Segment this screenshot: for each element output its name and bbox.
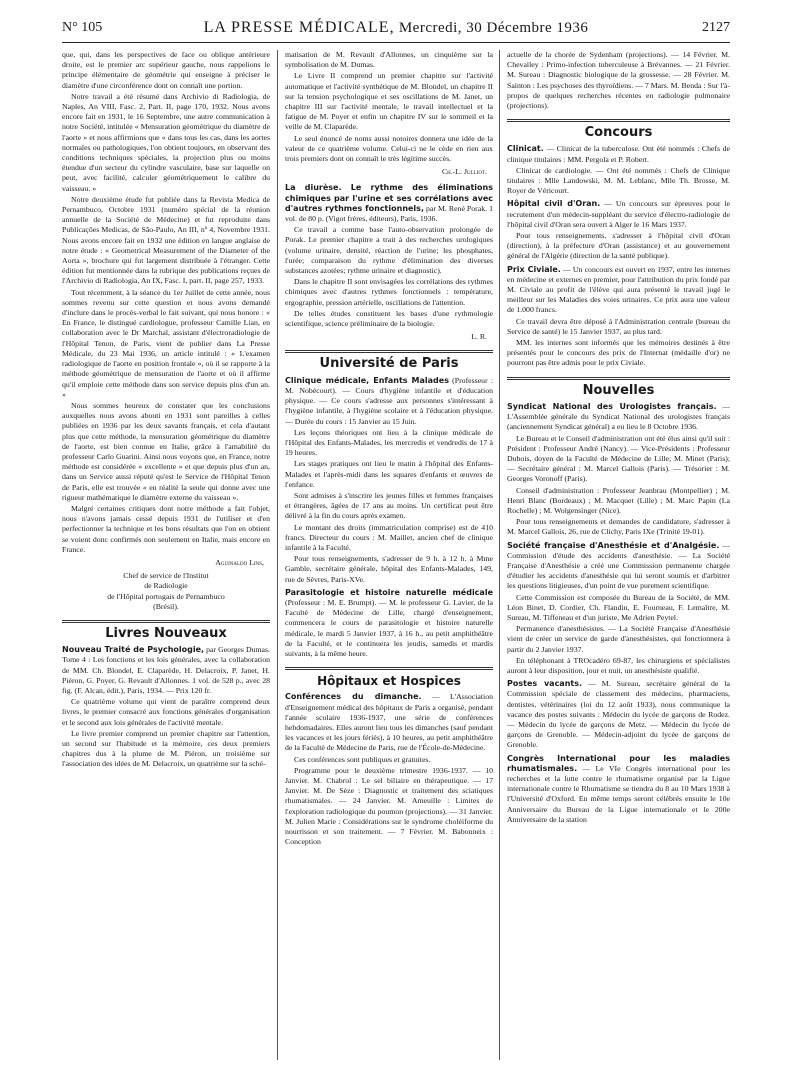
notice-heading: Congrès International pour les maladies rhumatismales. <box>507 753 730 773</box>
notice-heading: Clinique médicale, Enfants Malades <box>285 375 449 385</box>
notice-heading: Clinicat. <box>507 144 544 154</box>
section-title-hopitaux: Hôpitaux et Hospices <box>285 667 493 686</box>
paragraph: Programme pour le deuxième trimestre 1936-1937. — 10 Janvier. M. Chabrol : Le sel biliaire en thérapeutique. — 17 Janvier. M. De Sèze : Diagnostic et traitement des sciatiques rhumatismales. — 24 Janvier. M. Ameuille : Limites de l'exploration radiologique du poumon (projections). — 31 Janvier. M. Julien Marie : Considérations sur le syndrome choléiforme du nourrisson et son traitement. — 7 Février. M. Babonneix : Conception <box>285 765 493 847</box>
notice-heading: Parasitologie et histoire naturelle médicale <box>285 587 493 597</box>
paragraph: Sont admises à s'inscrire les jeunes filles et femmes françaises et étrangères, âgées de 17 ans au moins. Un certificat peut être délivré à la fin du cours après examen. <box>285 490 493 521</box>
paragraph: Le Bureau et le Conseil d'administration ont été élus ainsi qu'il suit : Président : Professeur André (Nancy). — Vice-Présidents : Professeur Dubois, doyen de la Faculté de Médecine de Lille; M. Minet (Paris); — Secrétaire général : M. Marcel Gallois (Paris). — Trésorier : M. Georges Voronoff (Paris). <box>507 433 730 484</box>
notice-text: — L'Association d'Enseignement médical des hôpitaux de Paris a organisé, pendant l'année scolaire 1936-1937, une série de conférences hebdomadaires. Elles auront lieu tous les dimanches (sauf pendant les vacances et les jours fériés), à 10 heures, au petit amphithéâtre de la Faculté de Médecine de Paris, rue de l'École-de-Médecine. <box>285 692 493 753</box>
section-title-livres: Livres Nouveaux <box>62 620 270 639</box>
notice <box>507 679 730 750</box>
author-affiliation: de l'Hôpital portugais de Pernambuco <box>107 591 225 601</box>
author-affiliation: de Radiologie <box>144 581 188 591</box>
notice-heading: Postes vacants. <box>507 679 583 689</box>
paragraph: Les stages pratiques ont lieu le matin à l'hôpital des Enfants-Malades et l'après-midi dans les squares d'enfants et œuvres de l'enfance. <box>285 459 493 489</box>
notice <box>285 588 493 659</box>
paragraph: Notre travail a été résumé dans Archivio di Radiologia, de Naples, An VIII, Fasc. 2, Part. II, page 170, 1932. Nous avons encore fait en 1931, le 16 Septembre, une autre communication à notre Société, intitulée « Mensuration géométrique du diamètre de l'aorte » et nous affirmions que « dans tous les cas, dans les aortes normales ou pathologiques, l'on obtient toujours, en observant des conditions techniques spéciales, la projection plus ou moins étendue d'un secteur du cylindre vasculaire, base sur laquelle on peut, avec facilité, calculer géométriquement le calibre du vaisseau. » <box>62 91 270 193</box>
section-title-concours: Concours <box>507 119 730 138</box>
paragraph: Le livre premier comprend un premier chapitre sur l'attention, un second sur l'habitude et la mémoire, ces deux premiers chapitres dus à la plume de M. Piéron, un troisième sur l'association des idées de M. Delacroix, un quatrième sur la sché- <box>62 728 270 769</box>
notice-heading: Syndicat National des Urologistes français. <box>507 401 717 411</box>
book-entry <box>285 183 493 224</box>
column-3 <box>507 50 730 1070</box>
notice-text: — Commission d'étude des accidents d'anesthésie. — La Société Française d'Anesthésie a créé une Commission permanente chargée d'étudier les accidents d'anesthésie qui lui seront soumis et d'arbitrer les questions litigieuses, d'un point de vue purement scientifique. <box>507 540 730 591</box>
notice-text: — Clinicat de la tuberculose. Ont été nommés : Chefs de clinique titulaires : MM. Pergola et P. Robert. <box>507 144 730 164</box>
issue-date: Mercredi, 30 Décembre 1936 <box>398 20 589 36</box>
paragraph: Les leçons théoriques ont lieu à la clinique médicale de l'Hôpital des Enfants-Malades, les mercredis et vendredis de 17 à 19 heures. <box>285 427 493 458</box>
paragraph: Permanence d'anesthésistes. — La Société Française d'Anesthésie vient de créer un service de garde d'anesthésistes, qui fonctionnera à partir du 2 Janvier 1937. <box>507 624 730 654</box>
paragraph: actuelle de la chorée de Sydenham (projections). — 14 Février. M. Chevalley : Primo-infection tuberculeuse à Brévannes. — 21 Février. M. Sureau : Diagnostic biologique de la grossesse. — 28 Février. M. Sainton : Les psychoses des thyroïdiens. — 7 Mars. M. Benda : Sur l'à-propos de quelques recherches récentes en radiologie pulmonaire (projections). <box>507 50 730 111</box>
paragraph: De telles études constituent les bases d'une rythmologie scientifique, science préliminaire de la biologie. <box>285 308 493 329</box>
notice <box>285 376 493 427</box>
column-1 <box>62 50 270 1070</box>
paragraph: Tout récemment, à la séance du 1er Juillet de cette année, nous sommes revenu sur cette question et nous avons demandé d'inclure dans le procès-verbal le fait suivant, qui nous honore : « En France, le distingué cardiologue, professeur Camille Lian, en collaboration avec le Dr Marchal, assistant d'électroradiologie de l'Hôpital Tenon, de Paris, vient de publier dans La Presse Médicale, du 23 Mai 1936, un article intitulé : « L'examen radiologique de l'aorte en position frontale », où il se rapporte à la méthode géométrique de mensuration de l'aorte et où il affirme qu'il emploie cette méthode dans son service depuis plus d'un an. » <box>62 287 270 399</box>
notice-text: — L'Assemblée générale du Syndicat National des urologistes français (anciennement Syndicat général) a eu lieu le 8 Octobre 1936. <box>507 401 730 432</box>
book-entry <box>62 645 270 696</box>
paragraph: Pour tous renseignements, s'adresser de 9 h. à 12 h. à Mme Gamble, secrétaire générale, hôpital des Enfants-Malades, 149, rue de Sèvres, Paris-XVe. <box>285 554 493 584</box>
notice-text: — Le VIe Congrès international pour les recherches et la lutte contre le rhumatisme organisé par la Ligue internationale contre le Rhumatisme se tiendra du 8 au 10 Mars 1938 à l'Université d'Oxford. En même temps seront célébrés ensuite le 10e Anniversaire du Bureau de la Ligue internationale et le 200e Anniversaire de la station <box>507 763 730 824</box>
notice-heading: Prix Civiale. <box>507 264 561 274</box>
column-divider <box>277 50 278 1060</box>
notice-heading: Société française d'Anesthésie et d'Analgésie. <box>507 540 720 550</box>
book-title: Nouveau Traité de Psychologie, <box>62 645 205 655</box>
column-divider <box>499 50 500 1060</box>
section-title-universite: Université de Paris <box>285 350 493 369</box>
book-reference: par M. René Porak. 1 vol. de 80 p. (Vigot frères, éditeurs), Paris, 1936. <box>285 203 493 224</box>
paragraph: Le Livre II comprend un premier chapitre sur l'activité automatique et l'activité synthétique de M. Blondel, un chapitre II sur la tension psychologique et ses oscillations de M. Janet, un chapitre III sur l'activité mentale, le travail intellectuel et la fatigue de M. Poyer et enfin un chapitre IV sur le sommeil et la veille de M. Claparède. <box>285 71 493 132</box>
notice-heading: Hôpital civil d'Oran. <box>507 199 601 209</box>
notice <box>507 541 730 592</box>
journal-name: LA PRESSE MÉDICALE, <box>203 19 395 36</box>
paragraph: Ce travail a comme base l'auto-observation prolongée de Porak. Le premier chapitre a trait à des recherches urologiques (volume urinaire, densité, réaction de l'urine; les phosphates, l'urée; comparaison du rythme d'élimination des diverses substances azotées; rythme urinaire et diagnostic). <box>285 225 493 276</box>
notice <box>507 754 730 825</box>
notice-text: (Professeur : M. Nobécourt). — Cours d'hygiène infantile et d'éducation physique. — Ce cours s'adresse aux personnes s'intéressant à l'hygiène infantile, à l'hygiène scolaire et à l'éducation physique. — Durée du cours : 15 Janvier au 15 Juin. <box>285 375 493 426</box>
issue-number: N° 105 <box>62 20 103 35</box>
paragraph: Ce travail devra être déposé à l'Administration centrale (bureau du Service de santé) le 15 Janvier 1937, au plus tard. <box>507 316 730 336</box>
paragraph: matisation de M. Revault d'Allonnes, un cinquième sur la symbolisation de M. Dumas. <box>285 50 493 70</box>
paragraph: Malgré certaines critiques dont notre méthode a fait l'objet, nous n'avons jamais cessé depuis 1931 de l'utiliser et d'en perfectionner la technique et les bons résultats que l'on en obtient se voient donc confirmés non seulement en Italie, mais encore en France. <box>62 503 270 554</box>
running-header <box>62 18 730 40</box>
notice-text: — Un concours est ouvert en 1937, entre les internes en médecine et externes en premier, pour l'attribution du prix fondé par M. Civiale au profit de l'élève qui aura présenté le travail jugé le meilleur sur les Maladies des voies urinaires. Ce prix aura une valeur de 1.000 francs. <box>507 264 730 315</box>
page-number: 2127 <box>702 20 730 35</box>
paragraph: Le montant des droits (immatriculation comprise) est de 410 francs. Directeur du cours : M. Maillet, ancien chef de clinique infantile à la Faculté. <box>285 522 493 552</box>
paragraph: Cette Commission est composée du Bureau de la Société, de MM. Léon Binet, D. Cordier, Ch. Flandin, E. Fourneau, F. Lemaître, M. Sureau, M. Tiffeneau et d'un juriste, Me Adrien Peytel. <box>507 592 730 622</box>
notice <box>507 144 730 164</box>
paragraph: Pour tous renseignements, s'adresser à l'hôpital civil d'Oran (direction), à la préfecture d'Oran (assistance) et au gouvernement général de l'Algérie (direction de la santé publique). <box>507 231 730 261</box>
paragraph: Le seul énoncé de noms aussi notoires donnera une idée de la valeur de ce quatrième volume. Celui-ci ne le cède en rien aux trois premiers dont on connaît le très légitime succès. <box>285 133 493 164</box>
section-title-nouvelles: Nouvelles <box>507 377 730 396</box>
column-2 <box>285 50 493 1070</box>
book-reference: par Georges Dumas. Tome 4 : Les fonctions et les lois générales, avec la collaboration de MM. Ch. Blondel, E. Claparède, H. Delacroix, P. Janet, H. Piéron, G. Poyer, G. Revault d'Allonnes. 1 vol. de 528 p., avec 28 fig. (F. Alcan, édit.), Paris, 1934. — Prix 120 fr. <box>62 645 270 695</box>
notice-text: (Professeur : M. E. Brumpt). — M. le professeur G. Lavier, de la Faculté de Médecine de Lille, chargé d'enseignement, commencera le cours de parasitologie et histoire naturelle médicale, le mardi 5 Janvier 1937, à 16 h., au petit amphithéâtre de la Faculté, et le continuera les jeudis, samedis et mardis suivants, à la même heure. <box>285 597 493 658</box>
paragraph: Notre deuxième étude fut publiée dans la Revista Medica de Pernambuco, Octobre 1931 (numéro spécial de la réunion annuelle de la Société de Médecine) et fut reproduite dans Publicações Medicas, de São-Paulo, An III, nº 4, Novembre 1931. Nous avons encore fait en 1932 une édition en langue anglaise de notre étude : « Geometrical Measurement of the Diameter of the Aorta », brochure qui fut largement distribuée à l'étranger. Cette édition fut mentionnée dans la rubrique des publications reçues de l'Archivio di Radiologia, An IX, Fasc. I, part. II, page 257, 1933. <box>62 194 270 286</box>
notice-text: — M. Sureau, secrétaire général de la Commission spéciale de classement des médecins, pharmaciens, dentistes, vétérinaires (loi du 12 août 1933), nous communique la vacance des postes suivants : Médecin du lycée de garçons de Rodez. — Médecin du lycée de garçons de Metz. — Médecin du lycée de garçons de Grenoble. — Médecin-adjoint du lycée de garçons de Grenoble. <box>507 679 730 750</box>
author-affiliation: Chef de service de l'Institut <box>123 571 209 581</box>
journal-masthead <box>62 19 730 37</box>
header-rule <box>62 42 730 43</box>
paragraph: Clinicat de cardiologie. — Ont été nommés : Chefs de Clinique titulaires : Mlle Landowski, M. M. Leblanc, Mlle Th. Brosse, M. Royer de Véricourt. <box>507 165 730 196</box>
author-affiliation: (Brésil). <box>153 601 179 611</box>
paragraph: Dans le chapitre II sont envisagées les corrélations des rythmes chimiques avec d'autres rythmes fonctionnels : température, ergographie, pression artérielle, oscillations de l'attention. <box>285 277 493 307</box>
notice <box>285 692 493 753</box>
review-signature: L. R. <box>471 332 487 342</box>
paragraph: En téléphonant à TROcadéro 69-87, les chirurgiens et spécialistes auront à leur disposition, jour et nuit, un anesthésiste qualifié. <box>507 655 730 675</box>
paragraph: Pour tous renseignements et demandes de candidature, s'adresser à M. Marcel Gallois, 26, rue de Clichy, Paris IXe (Trinité 19-01). <box>507 517 730 537</box>
notice-heading: Conférences du dimanche. <box>285 692 422 702</box>
paragraph: Conseil d'administration : Professeur Jeanbrau (Montpellier) ; M. Henri Blanc (Bordeaux) ; M. Macquet (Lille) ; M. Marc Papin (La Rochelle) ; M. Wolgensinger (Nice). <box>507 485 730 515</box>
notice-text: — Un concours sur épreuves pour le recrutement d'un médecin-suppléant du service d'électro-radiologie de l'hôpital civil d'Oran sera ouvert à Alger le 16 Mars 1937. <box>507 199 730 229</box>
notice <box>507 265 730 316</box>
notice <box>507 199 730 230</box>
paragraph: Nous sommes heureux de constater que les conclusions auxquelles nous avons abouti en 1931 sont pareilles à celles publiées en 1936 par les deux savants français, et cela d'autant plus que cette méthode, la mensuration géométrique du diamètre de l'aorte, est bien connue en Italie, grâce à l'amabilité du professeur Carlo Guarini. Ainsi nous voyons que, en France, notre méthode est considérée « excellente » et que depuis plus d'un an, dans un Service aussi réputé qu'est le Service de l'Hôpital Tenon de Paris, elle est trouvée « en réalité la seule qui donne avec une rigueur mathématique le diamètre externe du vaisseau ». <box>62 400 270 502</box>
notice <box>507 402 730 433</box>
paragraph: Ces conférences sont publiques et gratuites. <box>294 754 431 764</box>
paragraph: que, qui, dans les perspectives de face ou oblique antérieure droite, est le premier arc supérieur gauche, nous rappelions le principe élémentaire de géométrie qui enseigne à préciser le diamètre d'une circonférence dont on connaît une portion. <box>62 50 270 90</box>
paragraph: Ce quatrième volume qui vient de paraître comprend deux livres, le premier consacré aux fonctions générales d'organisation et le second aux lois générales de l'activité mentale. <box>62 697 270 727</box>
review-signature: Ch.-L. Julliot. <box>441 167 487 177</box>
book-title: La diurèse. Le rythme des éliminations chimiques par l'urine et ses corrélations avec d'autres rythmes fonctionnels, <box>285 183 493 213</box>
paragraph: MM. les internes sont informés que les mémoires destinés à être présentés pour le concours des prix de l'Internat (médaille d'or) ne pourront pas être admis pour le prix Civiale. <box>507 338 730 368</box>
author-signature: Aguinaldo Lins, <box>215 557 264 567</box>
